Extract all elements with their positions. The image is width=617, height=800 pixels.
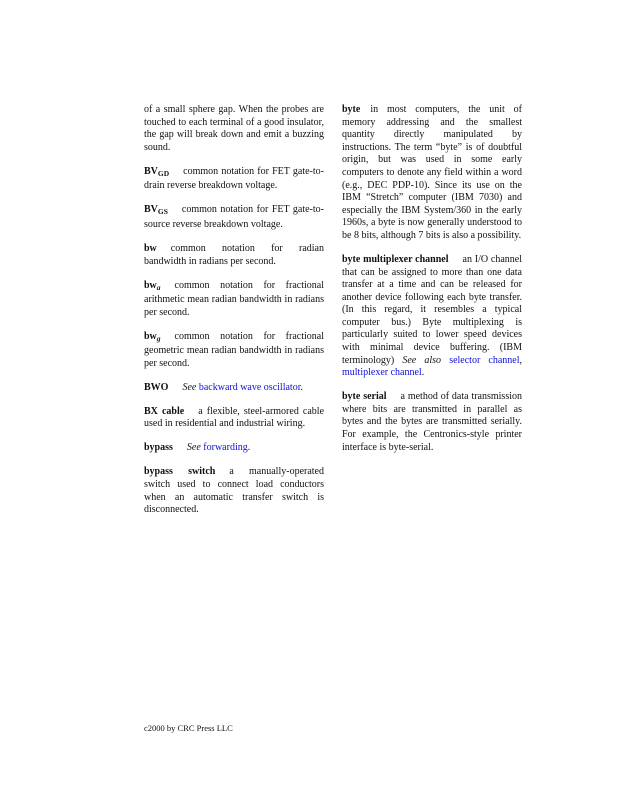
term-bwo: BWO	[144, 381, 169, 393]
entry-tail: .	[300, 381, 303, 393]
entry-bvgs	[144, 204, 324, 231]
term-bwg-subscript: g	[156, 333, 161, 343]
entry-bw	[144, 243, 324, 268]
term-bx-cable: BX cable	[144, 405, 185, 417]
entry-tail: .	[247, 442, 251, 454]
definition-byte-multiplexer-channel: an I/O channel that can be assigned to more than one data transfer at a time and can be released for another device following each byte transfer. (In this regard, it resembles a typical computer bus.) Byte multiplexing is particularly suited to lower speed devices with minimal device buffering. (IBM terminology)	[342, 253, 522, 366]
entry-bypass-switch	[144, 466, 324, 516]
term-bvgd-main: BV	[144, 165, 158, 177]
term-bvgd-subscript: GD	[157, 168, 170, 178]
term-bwg-main: bw	[144, 330, 157, 342]
term-bvgs	[144, 204, 168, 215]
left-column	[144, 104, 324, 528]
entry-bwo	[144, 382, 324, 395]
definition-bypass-switch: a manually-operated switch used to connect load conductors when an automatic transfer switch is disconnected.	[144, 466, 324, 516]
term-bwa-main: bw	[144, 279, 157, 291]
see-also-label: See also	[402, 354, 442, 366]
entry-bypass	[144, 442, 324, 455]
term-bypass: bypass	[144, 442, 173, 454]
right-column	[342, 104, 522, 466]
definition-byte: in most computers, the unit of memory addressing and the smallest quantity directly manipulated by instructions. The term “byte” is of doubtful origin, but was used in some early computers to denote any field within a word (e.g., DEC PDP-10). Since its use on the IBM “Stretch” computer (IBM 7030) and especially the IBM System/360 in the early 1960s, a byte is now generally understood to be 8 bits, although 7 bits is also a possibility.	[342, 104, 522, 241]
term-bvgs-subscript: GS	[157, 207, 168, 217]
entry-bwg	[144, 331, 324, 371]
entry-bx-cable	[144, 406, 324, 431]
entry-bwa	[144, 280, 324, 320]
link-selector-channel[interactable]: selector channel	[449, 354, 520, 366]
term-bvgs-main: BV	[144, 204, 158, 216]
entry-byte-multiplexer-channel	[342, 254, 522, 380]
link-multiplexer-channel[interactable]: multiplexer channel	[342, 367, 422, 379]
link-separator: ,	[519, 354, 523, 366]
term-byte-multiplexer-channel: byte multiplexer channel	[342, 253, 449, 265]
definition-bvgs: common notation for FET gate-to-source reverse breakdown voltage.	[144, 204, 324, 230]
see-label: See	[186, 442, 201, 454]
term-byte: byte	[342, 104, 361, 115]
link-backward-wave-oscillator[interactable]: backward wave oscillator	[198, 381, 301, 393]
term-bvgd	[144, 166, 169, 177]
term-bwa-subscript: a	[156, 282, 161, 292]
definition-bw: common notation for radian bandwidth in radians per second.	[144, 242, 324, 267]
entry-bvgd	[144, 166, 324, 193]
see-label: See	[182, 381, 197, 393]
definition-byte-serial: a method of data transmission where bits are transmitted in parallel as bytes and the bytes are transmitted serially. For example, the Centronics-style printer interface is byte-serial.	[342, 391, 522, 453]
definition-bwg: common notation for fractional geometric mean radian bandwidth in radians per second.	[144, 330, 324, 369]
term-bwg	[144, 331, 161, 342]
term-bwa	[144, 280, 161, 291]
copyright-footer: c2000 by CRC Press LLC	[144, 723, 233, 733]
definition-bx-cable: a flexible, steel-armored cable used in residential and industrial wiring.	[144, 405, 325, 430]
definition-bwa: common notation for fractional arithmetic mean radian bandwidth in radians per second.	[144, 279, 324, 318]
continuation-text	[144, 104, 324, 154]
term-byte-serial: byte serial	[342, 391, 387, 403]
continuation-body: of a small sphere gap. When the probes are touched to each terminal of a good insulator, the gap will break down and emit a buzzing sound.	[144, 104, 324, 153]
term-bypass-switch: bypass switch	[144, 466, 216, 478]
link-forwarding[interactable]: forwarding	[203, 442, 248, 454]
entry-byte-serial	[342, 391, 522, 454]
entry-byte	[342, 104, 522, 243]
entry-tail: .	[421, 367, 425, 379]
definition-bvgd: common notation for FET gate-to-drain reverse breakdown voltage.	[144, 165, 324, 192]
term-bw: bw	[144, 242, 157, 254]
